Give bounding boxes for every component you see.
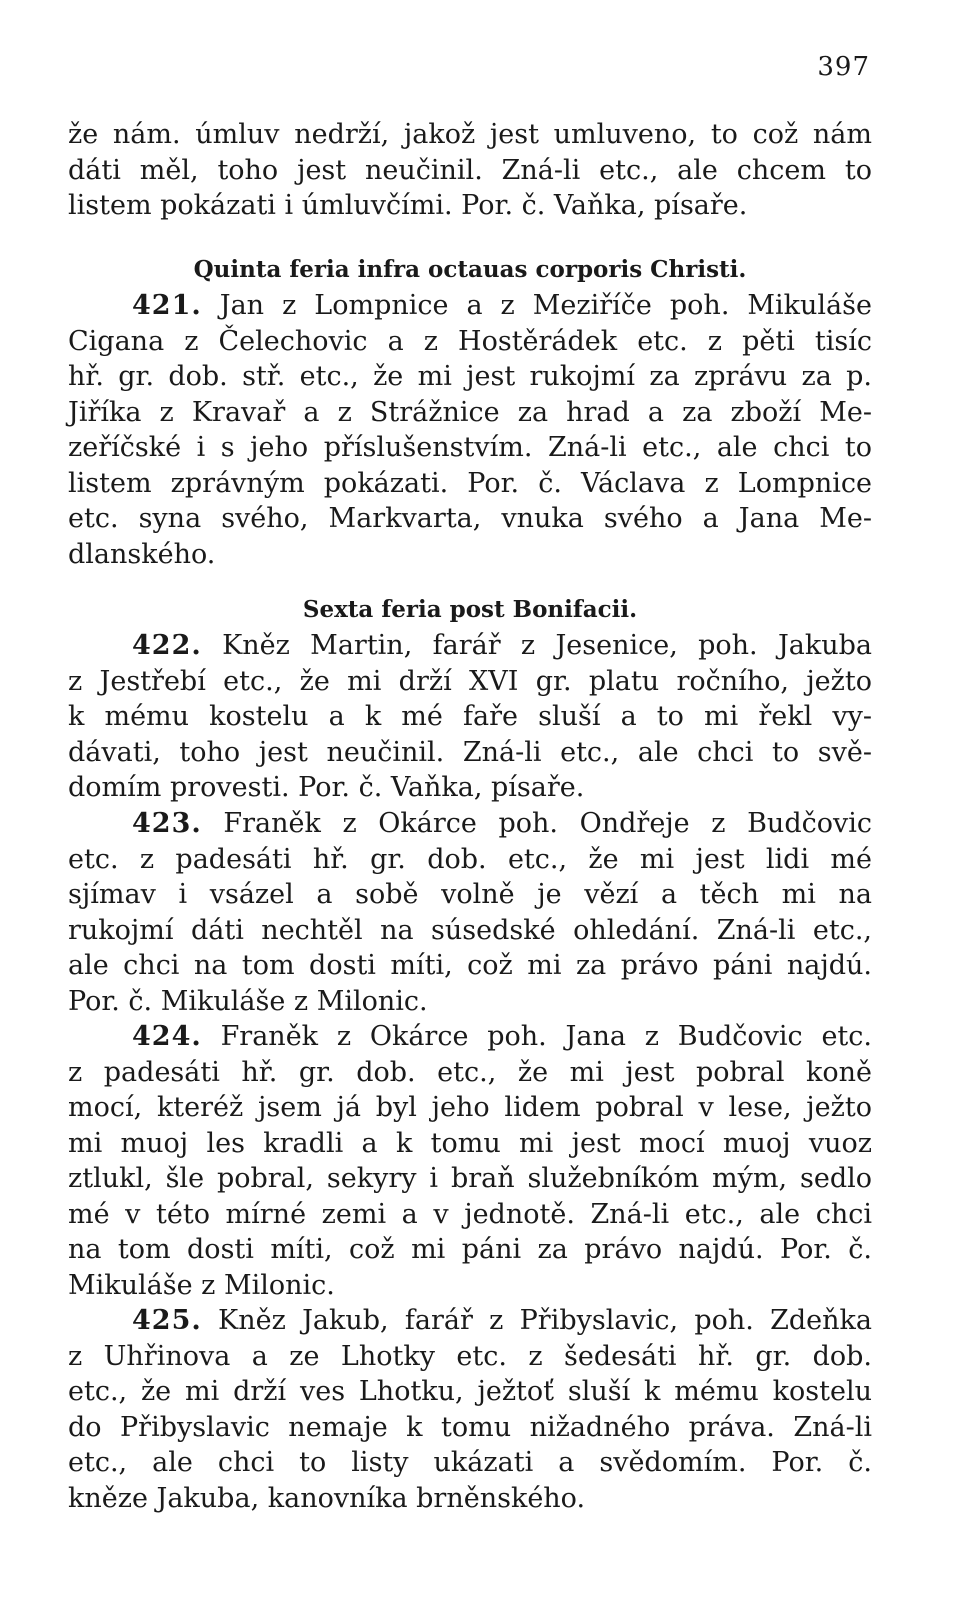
text-line: z Jestřebí etc., že mi drží XVI gr. platu ročního, ježto (68, 665, 872, 697)
entry-first-line (68, 1303, 872, 1339)
text-line: etc. z padesáti hř. gr. dob. etc., že mi jest lidi mé (68, 843, 872, 875)
entry-first-line (68, 1019, 872, 1055)
entry-423 (68, 806, 872, 1019)
text-line: ztlukl, šle pobral, sekyry i braň služebníkóm mým, sedlo (68, 1163, 872, 1194)
text-line: dáti měl, toho jest neučinil. Zná-li etc., ale chcem to (68, 154, 872, 186)
page-number: 397 (817, 52, 870, 82)
text-line: hř. gr. dob. stř. etc., že mi jest rukojmí za zprávu za p. (68, 361, 872, 392)
text-line: mocí, kteréž jsem já byl jeho lidem pobral v lese, ježto (68, 1092, 872, 1123)
entry-424 (68, 1019, 872, 1303)
entry-number: 425. (132, 1305, 202, 1336)
text-line: že nám. úmluv nedrží, jakož jest umluveno, to což nám (68, 119, 872, 150)
text-line: zeříčské i s jeho příslušenstvím. Zná-li etc., ale chci to (68, 432, 872, 463)
entry-425 (68, 1303, 872, 1516)
entry-first-line (68, 628, 872, 664)
text-line: mi muoj les kradli a k tomu mi jest mocí muoj vuoz (68, 1127, 872, 1159)
section-heading: Sexta feria post Bonifacii. (302, 596, 638, 623)
text-line: k mému kostelu a k mé faře sluší a to mi řekl vy- (68, 701, 872, 732)
text-line: z padesáti hř. gr. dob. etc., že mi jest pobral koně (68, 1056, 872, 1088)
entry-number: 421. (132, 290, 202, 321)
text-line: etc. syna svého, Markvarta, vnuka svého a Jana Me- (68, 503, 872, 534)
text-line: Por. č. Mikuláše z Milonic. (68, 985, 428, 1017)
text-line: etc., že mi drží ves Lhotku, ježtoť sluší k mému kostelu (68, 1376, 872, 1407)
text-line: dlanského. (68, 538, 216, 570)
text-line: etc., ale chci to listy ukázati a svědomím. Por. č. (68, 1447, 872, 1478)
entry-text: Franěk z Okárce poh. Jana z Budčovic etc. (220, 1021, 872, 1052)
text-line: Cigana z Čelechovic a z Hostěrádek etc. z pěti tisíc (68, 325, 872, 357)
entry-first-line (68, 288, 872, 324)
entry-text: Kněz Martin, farář z Jesenice, poh. Jakuba (222, 630, 872, 661)
text-line: Mikuláše z Milonic. (68, 1269, 335, 1301)
text-line: z Uhřinova a ze Lhotky etc. z šedesáti hř. gr. dob. (68, 1340, 872, 1372)
text-line: mé v této mírné zemi a v jednotě. Zná-li etc., ale chci (68, 1198, 872, 1230)
text-line: do Přibyslavic nemaje k tomu nižadného práva. Zná-li (68, 1411, 872, 1443)
text-line: dávati, toho jest neučinil. Zná-li etc., ale chci to svě- (68, 736, 872, 768)
text-line: domím provesti. Por. č. Vaňka, písaře. (68, 772, 585, 803)
text-line: Jiříka z Kravař a z Strážnice za hrad a za zboží Me- (68, 396, 872, 428)
entry-text: Kněz Jakub, farář z Přibyslavic, poh. Zdeňka (218, 1305, 872, 1336)
entry-number: 424. (132, 1021, 202, 1052)
entry-422 (68, 628, 872, 806)
entry-number: 422. (132, 630, 202, 661)
entry-number: 423. (132, 808, 202, 839)
text-line: rukojmí dáti nechtěl na súsedské ohledání. Zná-li etc., (68, 914, 872, 946)
entry-first-line (68, 806, 872, 842)
text-line: sjímav i vsázel a sobě volně je vězí a těch mi na (68, 879, 872, 910)
text-line: kněze Jakuba, kanovníka brněnského. (68, 1482, 586, 1514)
text-line: na tom dosti míti, což mi páni za právo najdú. Por. č. (68, 1234, 872, 1265)
entry-text: Franěk z Okárce poh. Ondřeje z Budčovic (223, 808, 872, 839)
text-line: ale chci na tom dosti míti, což mi za právo páni najdú. (68, 950, 872, 981)
section-heading: Quinta feria infra octauas corporis Christi. (193, 256, 747, 283)
intro-paragraph (68, 117, 872, 224)
entry-text: Jan z Lompnice a z Meziříče poh. Mikuláše (219, 290, 872, 321)
entry-421 (68, 288, 872, 572)
text-line: listem pokázati i úmluvčími. Por. č. Vaňka, písaře. (68, 190, 748, 221)
text-line: listem zprávným pokázati. Por. č. Václava z Lompnice (68, 467, 872, 499)
